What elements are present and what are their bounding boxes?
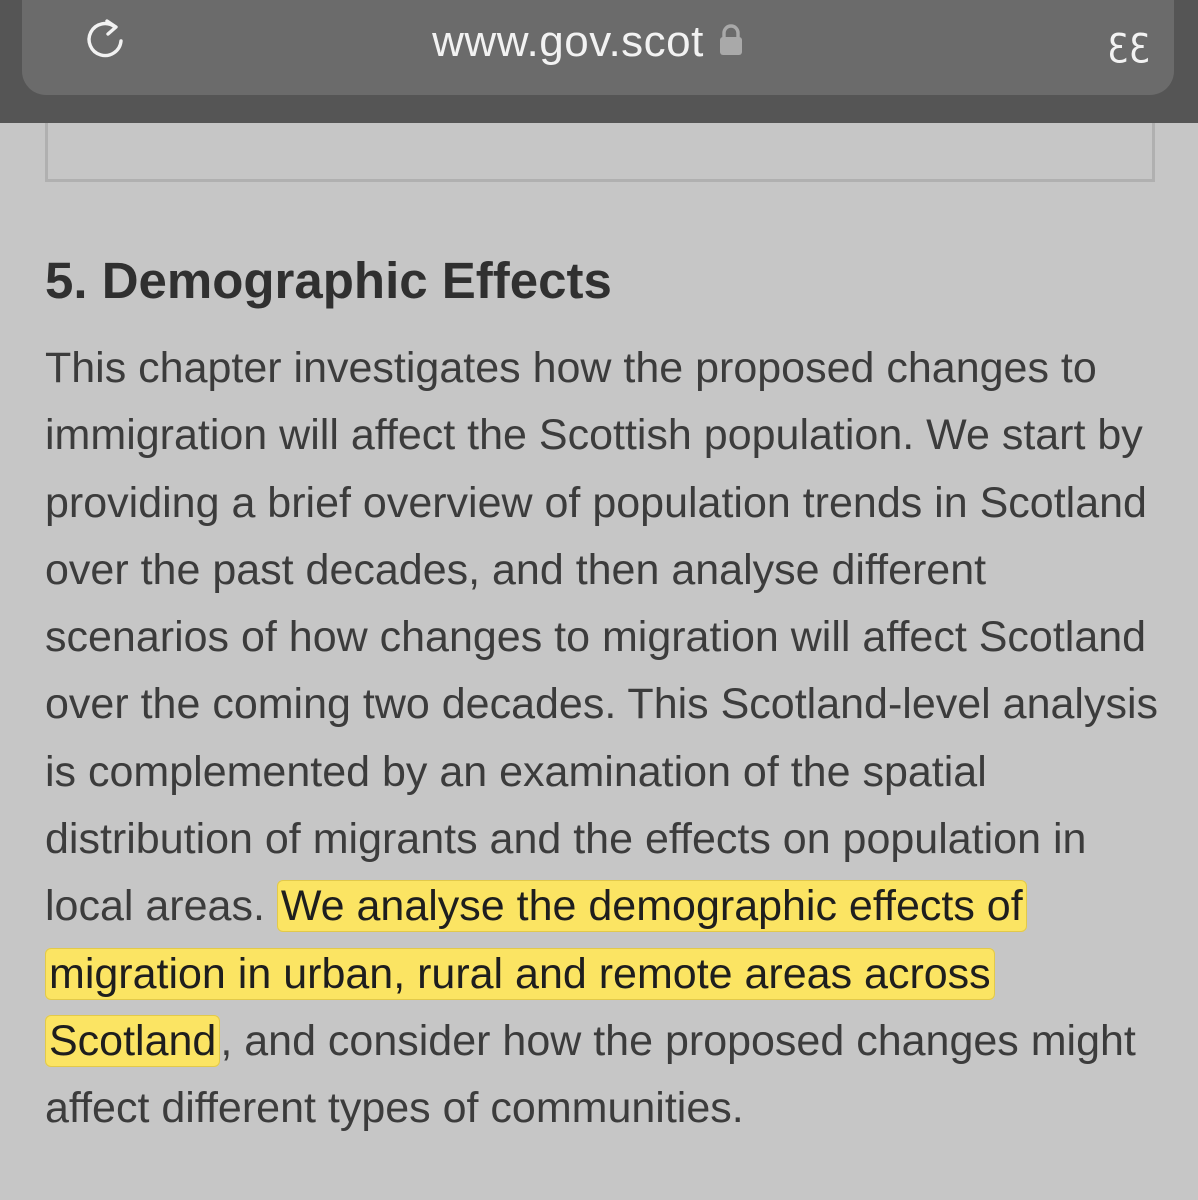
lock-icon [718, 23, 744, 57]
paragraph-text-after: , and consider how the proposed changes might affect different types of communities. [45, 1016, 1136, 1133]
paragraph-text-before: This chapter investigates how the proposed changes to immigration will affect the Scottish population. We start by providing a brief overview of population trends in Scotland over the past decades, and then analyse different scenarios of how changes to migration will affect Scotland over the coming two decades. This Scotland-level analysis is complemented by an examination of the spatial distribution of migrants and the effects on population in local areas. [45, 344, 1159, 931]
section-paragraph [45, 335, 1170, 1143]
previous-section-box [45, 123, 1155, 182]
url-text[interactable]: www.gov.scot [432, 17, 704, 66]
article-content [45, 246, 1170, 1143]
url-display[interactable] [22, 14, 1174, 70]
reader-mode-icon[interactable]: ꜫꜫ [1107, 19, 1151, 65]
browser-toolbar [0, 0, 1198, 123]
highlighted-text[interactable]: We analyse the demographic effects of migration in urban, rural and remote areas across Scotland [45, 880, 1027, 1067]
address-bar[interactable] [22, 0, 1174, 95]
section-heading: 5. Demographic Effects [45, 252, 612, 309]
